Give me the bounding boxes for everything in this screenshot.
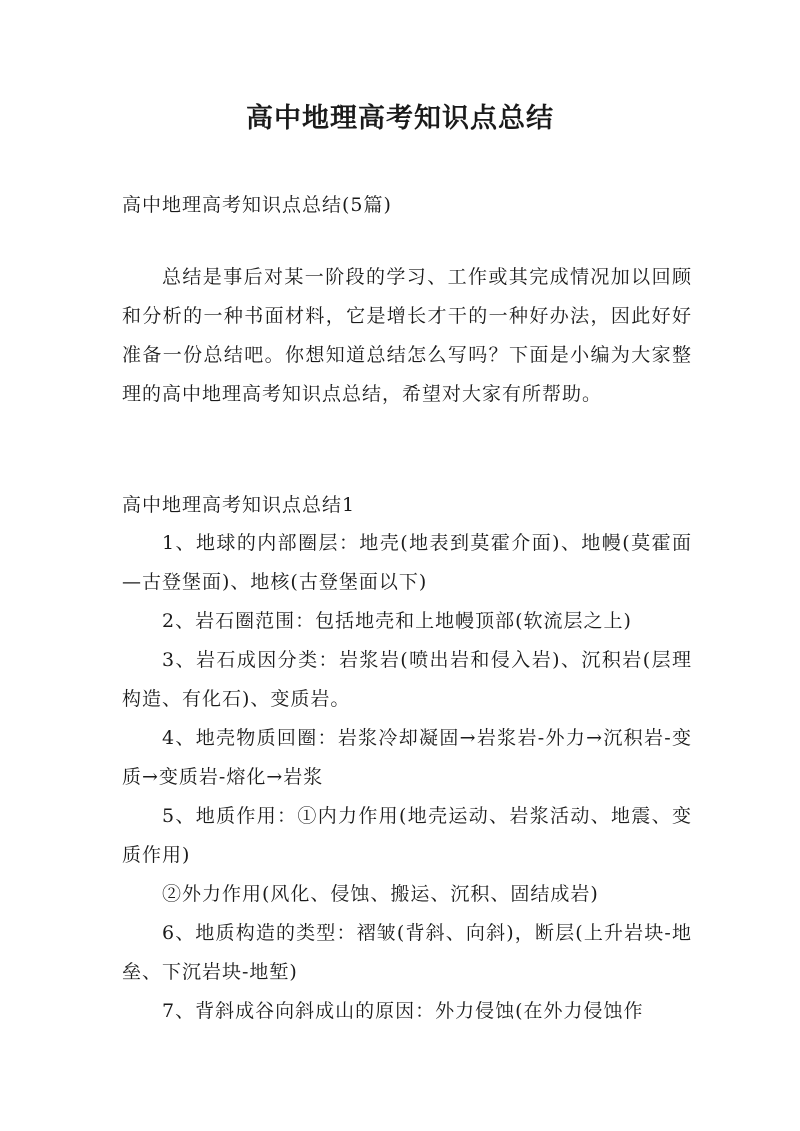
- knowledge-point-2: 2、岩石圈范围：包括地壳和上地幔顶部(软流层之上): [162, 610, 632, 632]
- document-title: 高中地理高考知识点总结: [246, 103, 554, 134]
- knowledge-point-6: 6、地质构造的类型：褶皱(背斜、向斜)，断层(上升岩块-地垒、下沉岩块-地堑): [122, 922, 692, 983]
- knowledge-point-1: 1、地球的内部圈层：地壳(地表到莫霍介面)、地幔(莫霍面—古登堡面)、地核(古登堡面以下): [122, 532, 692, 593]
- knowledge-points-list: [122, 524, 692, 1031]
- knowledge-point-7: 7、背斜成谷向斜成山的原因：外力侵蚀(在外力侵蚀作: [162, 1000, 644, 1022]
- knowledge-point-5-sub: ②外力作用(风化、侵蚀、搬运、沉积、固结成岩): [162, 883, 599, 905]
- section-heading: 高中地理高考知识点总结1: [122, 494, 356, 516]
- intro-paragraph: 总结是事后对某一阶段的学习、工作或其完成情况加以回顾和分析的一种书面材料，它是增长才干的一种好办法，因此好好准备一份总结吧。你想知道总结怎么写吗？下面是小编为大家整理的高中地理高考知识点总结，希望对大家有所帮助。: [122, 266, 692, 405]
- knowledge-point-4: 4、地壳物质回圈：岩浆冷却凝固→岩浆岩-外力→沉积岩-变质→变质岩-熔化→岩浆: [122, 727, 692, 788]
- document-subtitle: 高中地理高考知识点总结(5篇): [122, 194, 392, 216]
- knowledge-point-3: 3、岩石成因分类：岩浆岩(喷出岩和侵入岩)、沉积岩(层理构造、有化石)、变质岩。: [122, 649, 692, 710]
- knowledge-point-5: 5、地质作用：①内力作用(地壳运动、岩浆活动、地震、变质作用): [122, 805, 692, 866]
